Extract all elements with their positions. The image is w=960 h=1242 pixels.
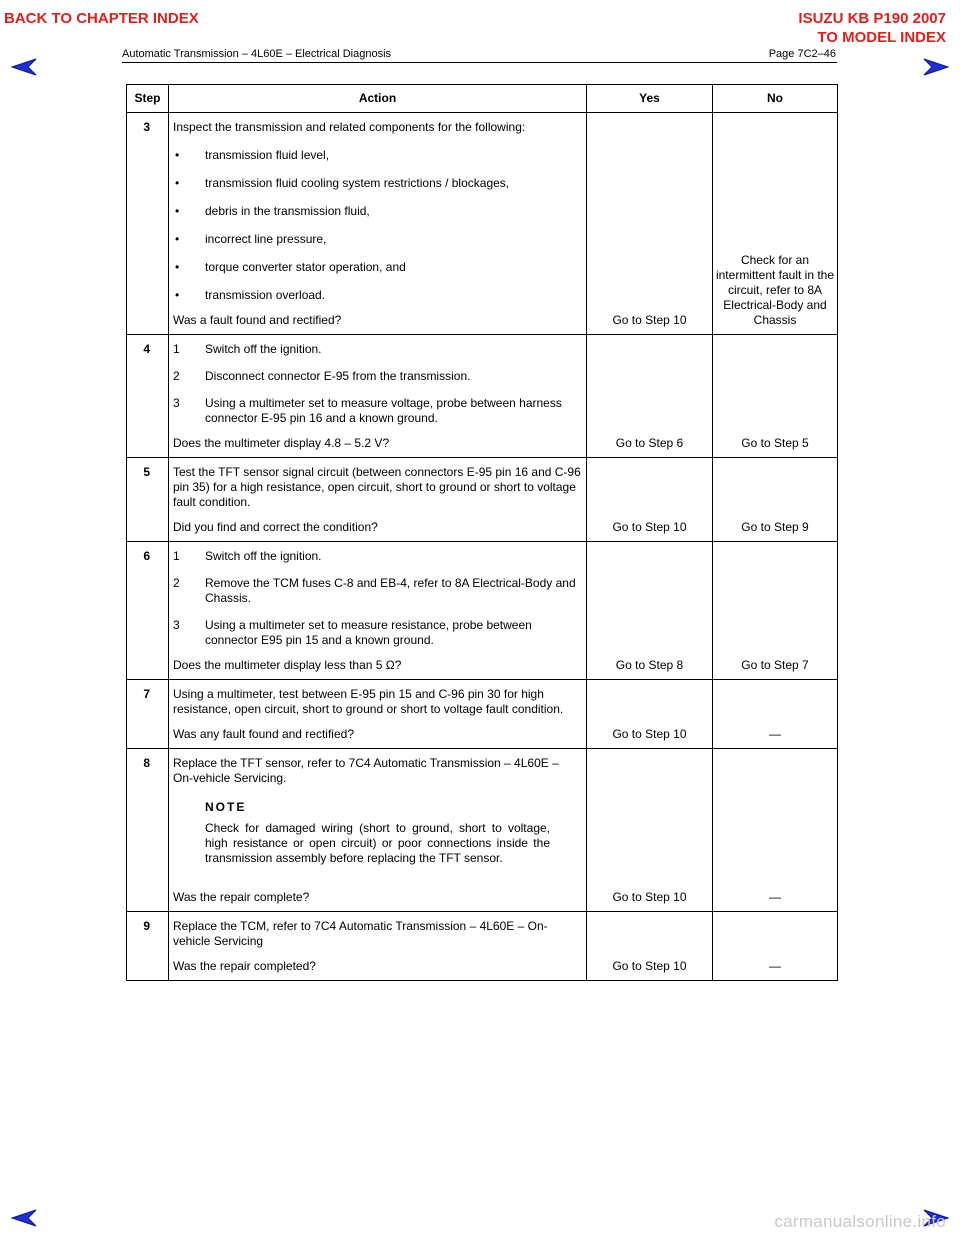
item-number: 3	[173, 618, 180, 632]
action-cell	[169, 458, 587, 542]
yes-result: Go to Step 10	[587, 458, 713, 542]
action-cell	[169, 335, 587, 458]
item-text: Switch off the ignition.	[205, 342, 322, 356]
action-question: Does the multimeter display 4.8 – 5.2 V?	[173, 436, 390, 450]
header-step: Step	[127, 85, 169, 113]
model-title-link[interactable]: ISUZU KB P190 2007	[798, 10, 946, 27]
action-cell	[169, 542, 587, 680]
action-intro: Using a multimeter, test between E-95 pin 15 and C-96 pin 30 for high resistance, open circuit, short to ground or short to voltage fault condition.	[173, 687, 564, 716]
action-intro: Replace the TFT sensor, refer to 7C4 Automatic Transmission – 4L60E – On-vehicle Servicing.	[173, 756, 559, 785]
document-title: Automatic Transmission – 4L60E – Electrical Diagnosis	[122, 48, 392, 60]
header-action: Action	[169, 85, 587, 113]
action-cell	[169, 749, 587, 912]
header-divider	[122, 62, 837, 63]
action-cell	[169, 113, 587, 335]
item-number: 2	[173, 576, 180, 590]
step-number: 4	[127, 335, 169, 458]
note-title: NOTE	[205, 800, 247, 814]
step-number: 9	[127, 912, 169, 981]
action-question: Was the repair completed?	[173, 959, 316, 973]
note-box	[205, 800, 550, 866]
to-model-index-link[interactable]: TO MODEL INDEX	[817, 29, 946, 46]
item-number: 2	[173, 369, 180, 383]
table-row	[127, 542, 838, 680]
item-text: Switch off the ignition.	[205, 549, 322, 563]
action-question: Was the repair complete?	[173, 890, 310, 904]
header-yes: Yes	[587, 85, 713, 113]
bullet-item: • transmission fluid cooling system restrictions / blockages,	[173, 176, 582, 191]
bullet-item: • transmission overload.	[173, 288, 582, 303]
item-text: Using a multimeter set to measure voltage, probe between harness connector E-95 pin 16 and a known ground.	[205, 396, 562, 425]
no-result: —	[713, 680, 838, 749]
step-number: 8	[127, 749, 169, 912]
numbered-item	[173, 396, 582, 426]
table-row	[127, 458, 838, 542]
numbered-item	[173, 369, 582, 384]
yes-result: Go to Step 10	[587, 912, 713, 981]
action-question: Was any fault found and rectified?	[173, 727, 354, 741]
numbered-item	[173, 576, 582, 606]
item-text: Remove the TCM fuses C-8 and EB-4, refer to 8A Electrical-Body and Chassis.	[205, 576, 576, 605]
item-number: 3	[173, 396, 180, 410]
no-result: Go to Step 9	[713, 458, 838, 542]
watermark: carmanualsonline.info	[774, 1212, 946, 1231]
bullet-item: • debris in the transmission fluid,	[173, 204, 582, 219]
arrow-left-icon[interactable]	[10, 1208, 38, 1228]
arrow-left-icon[interactable]	[10, 57, 38, 77]
diagnostic-table	[126, 84, 838, 981]
action-cell	[169, 680, 587, 749]
header-no: No	[713, 85, 838, 113]
step-number: 5	[127, 458, 169, 542]
action-intro: Test the TFT sensor signal circuit (between connectors E-95 pin 16 and C-96 pin 35) for a high resistance, open circuit, short to ground or short to voltage fault condition.	[173, 465, 581, 509]
no-result: Go to Step 7	[713, 542, 838, 680]
item-text: Disconnect connector E-95 from the transmission.	[205, 369, 471, 383]
action-question: Did you find and correct the condition?	[173, 520, 378, 534]
item-number: 1	[173, 549, 180, 563]
note-text: Check for damaged wiring (short to ground, short to voltage, high resistance or open circuit) or poor connections inside the transmission assembly before replacing the TFT sensor.	[205, 821, 550, 865]
no-result: —	[713, 749, 838, 912]
numbered-item	[173, 618, 582, 648]
item-text: Using a multimeter set to measure resistance, probe between connector E95 pin 15 and a known ground.	[205, 618, 532, 647]
action-intro: Replace the TCM, refer to 7C4 Automatic Transmission – 4L60E – On-vehicle Servicing	[173, 919, 548, 948]
table-row	[127, 113, 838, 335]
action-question: Does the multimeter display less than 5 Ω?	[173, 658, 402, 672]
table-row	[127, 912, 838, 981]
numbered-item	[173, 342, 582, 357]
yes-result: Go to Step 10	[587, 680, 713, 749]
table-row	[127, 749, 838, 912]
bullet-item: • incorrect line pressure,	[173, 232, 582, 247]
bullet-item: • transmission fluid level,	[173, 148, 582, 163]
yes-result: Go to Step 6	[587, 335, 713, 458]
table-row	[127, 335, 838, 458]
yes-result: Go to Step 10	[587, 113, 713, 335]
no-result: Go to Step 5	[713, 335, 838, 458]
item-number: 1	[173, 342, 180, 356]
page-number: Page 7C2–46	[768, 48, 836, 60]
numbered-item	[173, 549, 582, 564]
no-result: —	[713, 912, 838, 981]
yes-result: Go to Step 8	[587, 542, 713, 680]
step-number: 6	[127, 542, 169, 680]
no-result: Check for an intermittent fault in the circuit, refer to 8A Electrical-Body and Chassis	[713, 113, 838, 335]
back-to-chapter-index-link[interactable]: BACK TO CHAPTER INDEX	[4, 10, 199, 27]
bullet-item: • torque converter stator operation, and	[173, 260, 582, 275]
table-header-row	[127, 85, 838, 113]
step-number: 7	[127, 680, 169, 749]
action-question: Was a fault found and rectified?	[173, 313, 342, 327]
action-intro: Inspect the transmission and related components for the following:	[173, 120, 526, 134]
action-cell	[169, 912, 587, 981]
table-row	[127, 680, 838, 749]
arrow-right-icon[interactable]	[922, 57, 950, 77]
step-number: 3	[127, 113, 169, 335]
yes-result: Go to Step 10	[587, 749, 713, 912]
